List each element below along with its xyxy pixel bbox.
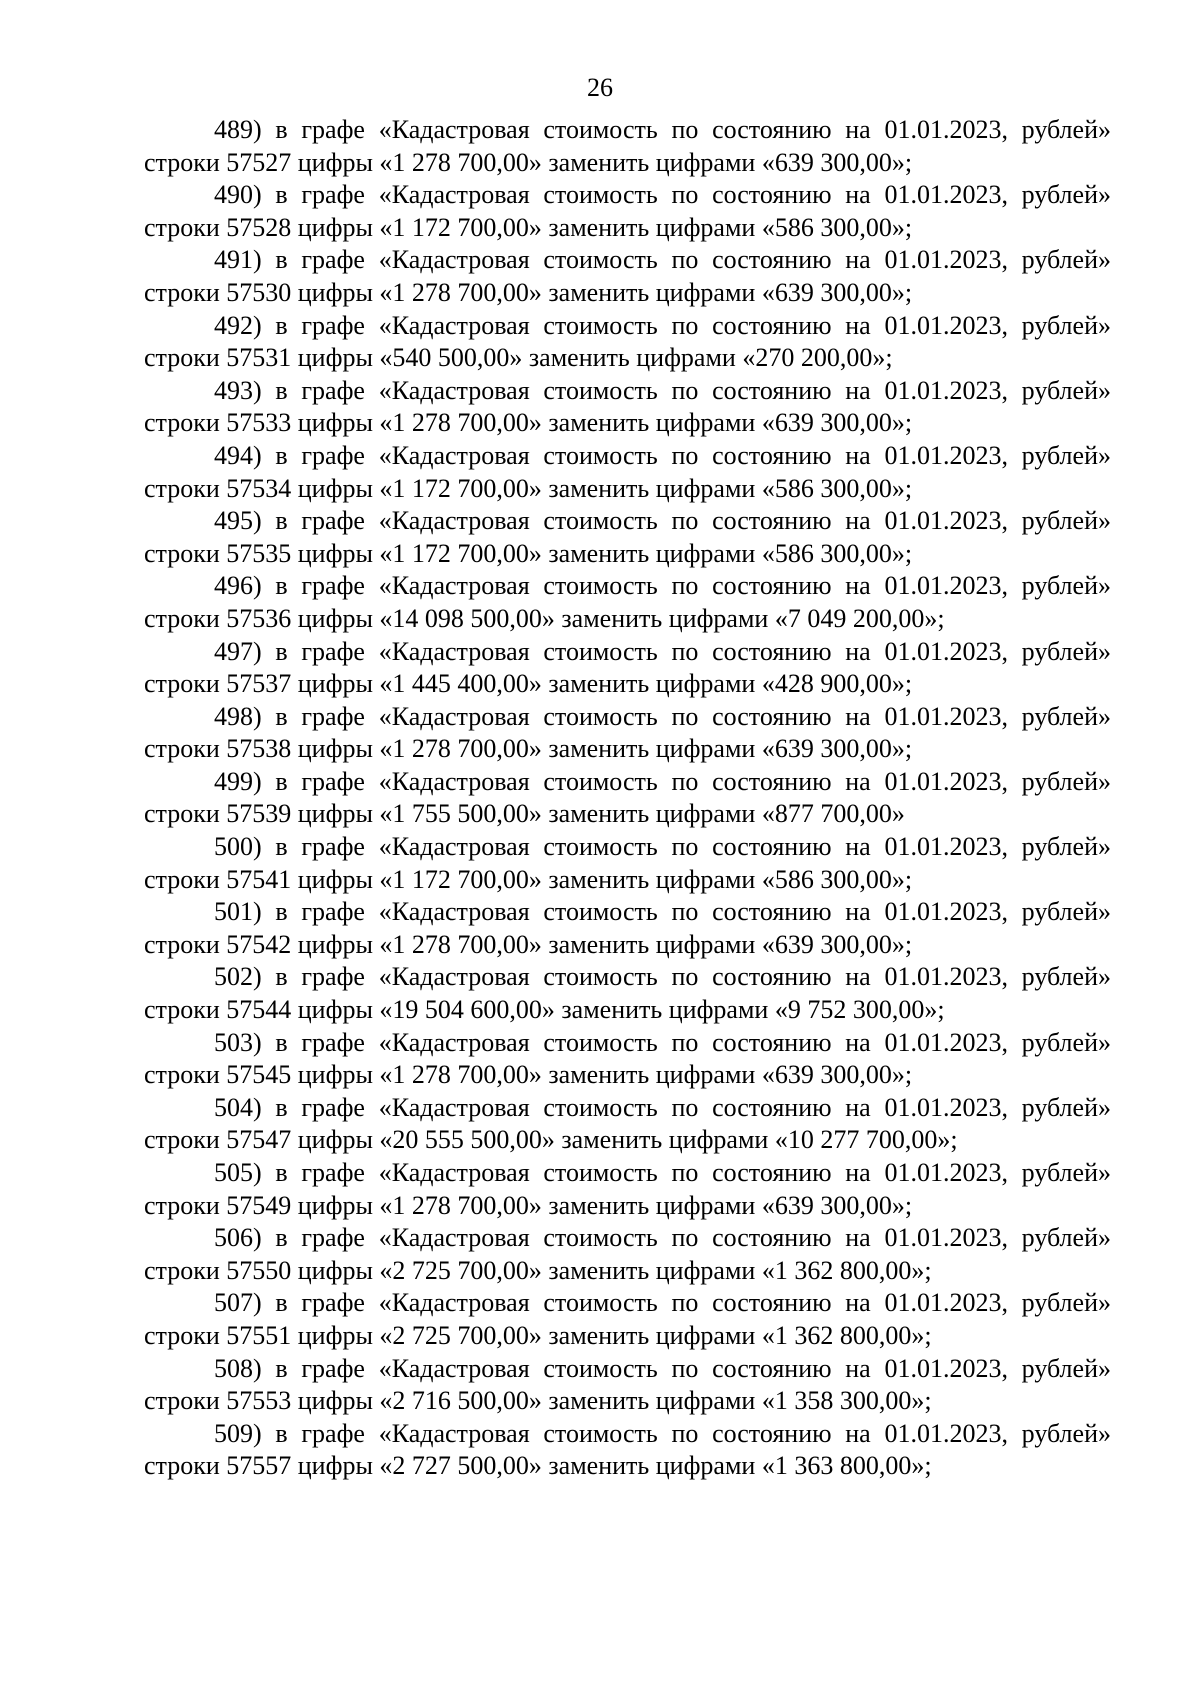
list-item: 493) в графе «Кадастровая стоимость по состоянию на 01.01.2023, рублей» строки 57533 цифры «1 278 700,00» заменить цифрами «639 300,00»; (144, 375, 1111, 438)
list-item: 506) в графе «Кадастровая стоимость по состоянию на 01.01.2023, рублей» строки 57550 цифры «2 725 700,00» заменить цифрами «1 362 800,00»; (144, 1223, 1111, 1285)
amendment-list (144, 114, 1111, 1483)
list-item: 504) в графе «Кадастровая стоимость по состоянию на 01.01.2023, рублей» строки 57547 цифры «20 555 500,00» заменить цифрами «10 277 700,00»; (144, 1092, 1111, 1155)
list-item: 499) в графе «Кадастровая стоимость по состоянию на 01.01.2023, рублей» строки 57539 цифры «1 755 500,00» заменить цифрами «877 700,00» (144, 766, 1111, 829)
list-item: 502) в графе «Кадастровая стоимость по состоянию на 01.01.2023, рублей» строки 57544 цифры «19 504 600,00» заменить цифрами «9 752 300,00»; (144, 962, 1111, 1025)
page-number: 26 (587, 73, 613, 102)
list-item: 508) в графе «Кадастровая стоимость по состоянию на 01.01.2023, рублей» строки 57553 цифры «2 716 500,00» заменить цифрами «1 358 300,00»; (144, 1353, 1111, 1416)
list-item: 491) в графе «Кадастровая стоимость по состоянию на 01.01.2023, рублей» строки 57530 цифры «1 278 700,00» заменить цифрами «639 300,00»; (144, 245, 1111, 307)
list-item: 492) в графе «Кадастровая стоимость по состоянию на 01.01.2023, рублей» строки 57531 цифры «540 500,00» заменить цифрами «270 200,00»; (144, 310, 1111, 373)
list-item: 490) в графе «Кадастровая стоимость по состоянию на 01.01.2023, рублей» строки 57528 цифры «1 172 700,00» заменить цифрами «586 300,00»; (144, 180, 1111, 242)
list-item: 505) в графе «Кадастровая стоимость по состоянию на 01.01.2023, рублей» строки 57549 цифры «1 278 700,00» заменить цифрами «639 300,00»; (144, 1158, 1111, 1220)
list-item: 500) в графе «Кадастровая стоимость по состоянию на 01.01.2023, рублей» строки 57541 цифры «1 172 700,00» заменить цифрами «586 300,00»; (144, 832, 1111, 894)
list-item: 497) в графе «Кадастровая стоимость по состоянию на 01.01.2023, рублей» строки 57537 цифры «1 445 400,00» заменить цифрами «428 900,00»; (144, 636, 1111, 699)
list-item: 494) в графе «Кадастровая стоимость по состоянию на 01.01.2023, рублей» строки 57534 цифры «1 172 700,00» заменить цифрами «586 300,00»; (144, 440, 1111, 503)
list-item: 495) в графе «Кадастровая стоимость по состоянию на 01.01.2023, рублей» строки 57535 цифры «1 172 700,00» заменить цифрами «586 300,00»; (144, 506, 1111, 568)
list-item: 498) в графе «Кадастровая стоимость по состоянию на 01.01.2023, рублей» строки 57538 цифры «1 278 700,00» заменить цифрами «639 300,00»; (144, 701, 1111, 764)
list-item: 509) в графе «Кадастровая стоимость по состоянию на 01.01.2023, рублей» строки 57557 цифры «2 727 500,00» заменить цифрами «1 363 800,00»; (144, 1418, 1111, 1481)
list-item: 503) в графе «Кадастровая стоимость по состоянию на 01.01.2023, рублей» строки 57545 цифры «1 278 700,00» заменить цифрами «639 300,00»; (144, 1027, 1111, 1090)
list-item: 501) в графе «Кадастровая стоимость по состоянию на 01.01.2023, рублей» строки 57542 цифры «1 278 700,00» заменить цифрами «639 300,00»; (144, 897, 1111, 959)
list-item: 507) в графе «Кадастровая стоимость по состоянию на 01.01.2023, рублей» строки 57551 цифры «2 725 700,00» заменить цифрами «1 362 800,00»; (144, 1288, 1111, 1350)
list-item: 489) в графе «Кадастровая стоимость по состоянию на 01.01.2023, рублей» строки 57527 цифры «1 278 700,00» заменить цифрами «639 300,00»; (144, 115, 1111, 177)
list-item: 496) в графе «Кадастровая стоимость по состоянию на 01.01.2023, рублей» строки 57536 цифры «14 098 500,00» заменить цифрами «7 049 200,00»; (144, 571, 1111, 633)
